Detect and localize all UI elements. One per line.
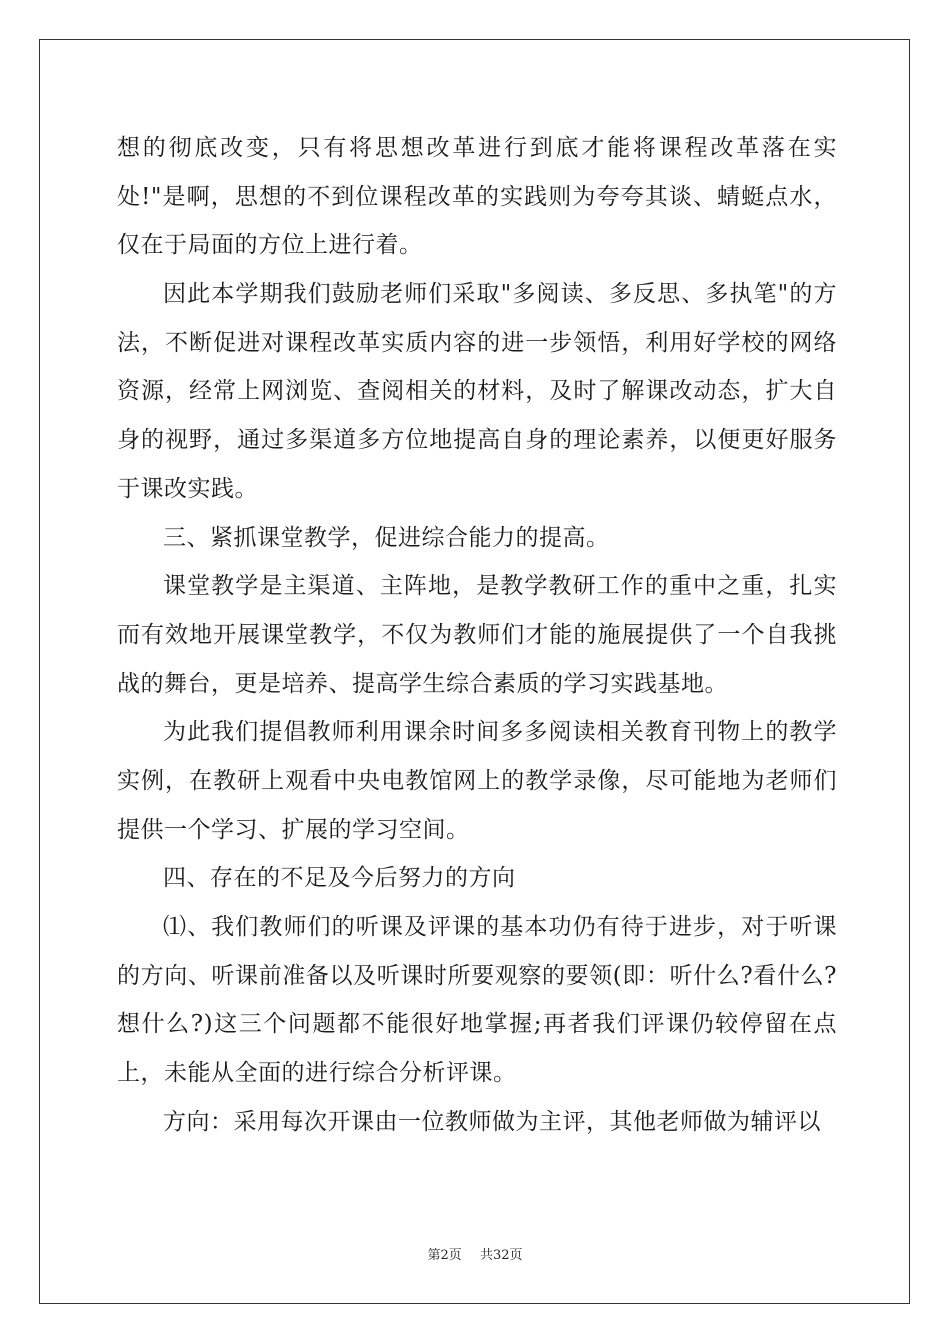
text-line: 身的视野，通过多渠道多方位地提高自身的理论素养，以便更好服务 xyxy=(117,427,837,454)
text-line: ⑴、我们教师们的听课及评课的基本功仍有待于进步，对于听课 xyxy=(163,914,837,940)
text-line: 而有效地开展课堂教学，不仅为教师们才能的施展提供了一个自我挑 xyxy=(117,621,837,648)
text-line: 方向：采用每次开课由一位教师做为主评，其他老师做为辅评以 xyxy=(163,1108,821,1135)
text-line: 想什么?)这三个问题都不能很好地掌握;再者我们评课仍较停留在点 xyxy=(117,1011,837,1038)
text-line: 的方向、听课前准备以及听课时所要观察的要领(即：听什么?看什么? xyxy=(117,962,837,989)
text-line: 为此我们提倡教师利用课余时间多多阅读相关教育刊物上的教学 xyxy=(163,719,837,746)
paragraph xyxy=(117,1098,837,1147)
text-line: 处!"是啊，思想的不到位课程改革的实践则为夸夸其谈、蜻蜓点水， xyxy=(117,183,837,210)
text-line: 因此本学期我们鼓励老师们采取"多阅读、多反思、多执笔"的方 xyxy=(163,281,837,308)
text-line: 提供一个学习、扩展的学习空间。 xyxy=(117,816,470,843)
paragraph xyxy=(117,562,837,708)
page-number: 第2页 xyxy=(427,1248,462,1263)
text-line: 仅在于局面的方位上进行着。 xyxy=(117,232,423,259)
text-line: 课堂教学是主渠道、主阵地，是教学教研工作的重中之重，扎实 xyxy=(163,573,837,600)
total-pages: 共32页 xyxy=(479,1248,523,1263)
paragraph xyxy=(117,514,837,563)
text-line: 于课改实践。 xyxy=(117,475,258,502)
text-line: 想的彻底改变，只有将思想改革进行到底才能将课程改革落在实 xyxy=(117,135,837,161)
text-line: 资源，经常上网浏览、查阅相关的材料，及时了解课改动态，扩大自 xyxy=(117,378,837,405)
page-footer xyxy=(0,1244,950,1263)
text-line: 战的舞台，更是培养、提高学生综合素质的学习实践基地。 xyxy=(117,670,728,697)
text-line: 三、紧抓课堂教学，促进综合能力的提高。 xyxy=(163,524,610,551)
text-line: 四、存在的不足及今后努力的方向 xyxy=(163,865,516,892)
paragraph xyxy=(117,854,837,903)
paragraph xyxy=(117,708,837,854)
text-line: 法，不断促进对课程改革实质内容的进一步领悟，利用好学校的网络 xyxy=(117,329,837,356)
paragraph xyxy=(117,124,837,270)
paragraph xyxy=(117,903,837,1098)
text-line: 上，未能从全面的进行综合分析评课。 xyxy=(117,1060,517,1087)
document-body xyxy=(117,124,837,1146)
paragraph xyxy=(117,270,837,513)
text-line: 实例，在教研上观看中央电教馆网上的教学录像，尽可能地为老师们 xyxy=(117,767,837,794)
